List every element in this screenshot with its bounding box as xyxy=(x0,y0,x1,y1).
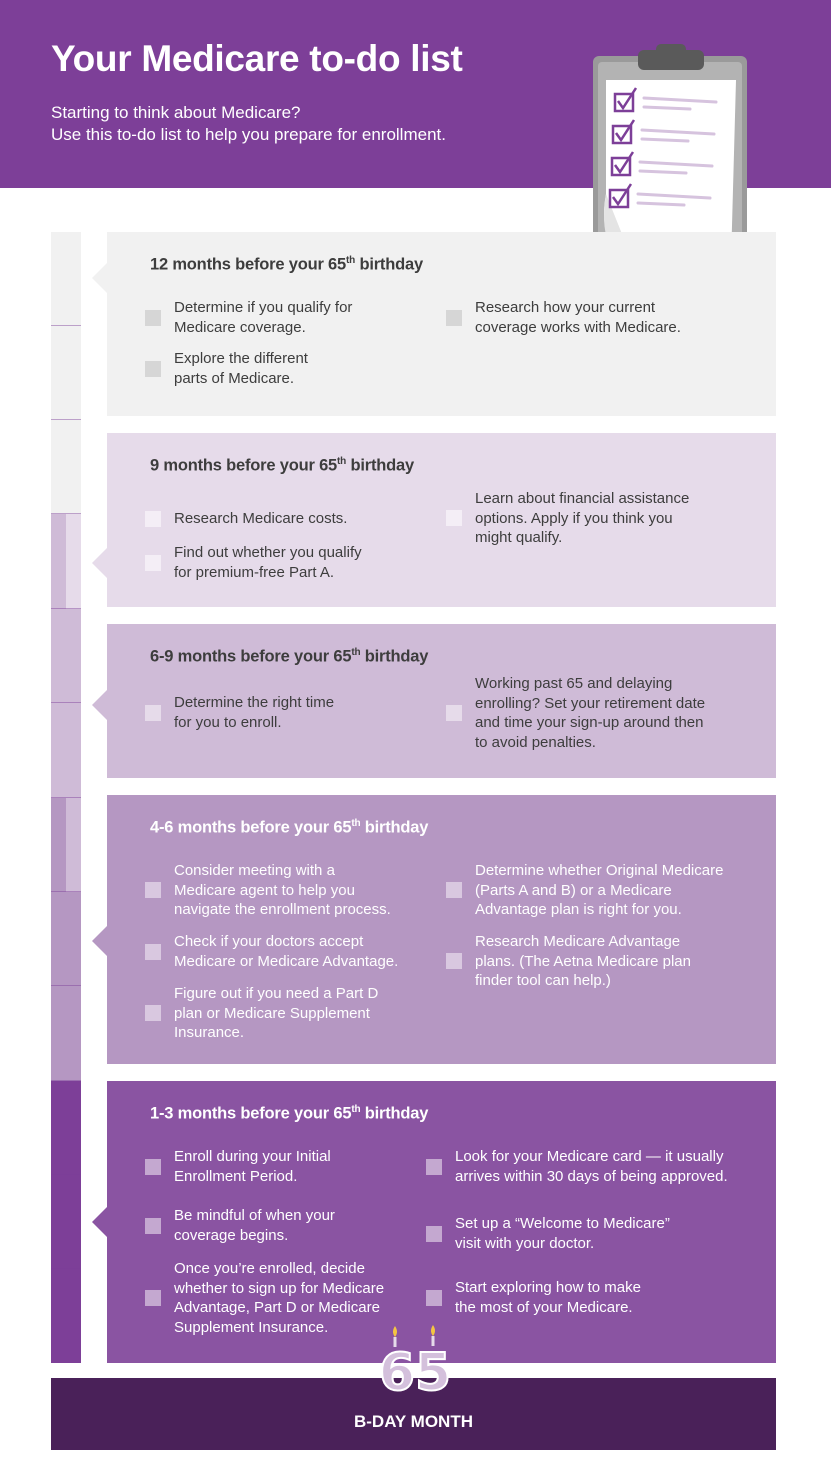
section-title-sup: th xyxy=(337,456,347,467)
section-9-months xyxy=(107,433,776,607)
section-6-9-months xyxy=(107,624,776,778)
section-title xyxy=(150,456,414,476)
section-title xyxy=(150,255,423,275)
todo-item-text: Determine whether Original Medicare (Parts A and B) or a Medicare Advantage plan is right for you. xyxy=(475,862,724,918)
checkbox-icon[interactable] xyxy=(426,1226,442,1242)
timeline-bar xyxy=(51,232,81,1363)
section-title-sup: th xyxy=(346,255,356,266)
todo-item-text: Working past 65 and delaying enrolling? Set your retirement date and time your sign-up around then to avoid penalties. xyxy=(475,675,706,751)
checkbox-icon[interactable] xyxy=(145,705,161,721)
todo-item[interactable] xyxy=(446,674,705,752)
todo-item[interactable] xyxy=(145,1147,331,1186)
timeline-month-segment xyxy=(51,1269,81,1363)
birthday-month-label: B-DAY MONTH xyxy=(353,1412,473,1431)
section-title-text: 4-6 months before your 65 xyxy=(150,818,352,837)
todo-item[interactable] xyxy=(426,1214,670,1253)
todo-item-text: Determine if you qualify for Medicare coverage. xyxy=(174,299,353,336)
section-title-text: 9 months before your 65 xyxy=(150,456,338,475)
timeline-pointer xyxy=(92,926,107,956)
section-title-suffix: birthday xyxy=(360,1104,429,1123)
todo-item-text: Be mindful of when your coverage begins. xyxy=(174,1207,335,1244)
todo-item-text: Figure out if you need a Part D plan or Medicare Supplement Insurance. xyxy=(174,985,379,1041)
todo-item[interactable] xyxy=(145,693,334,732)
section-title-suffix: birthday xyxy=(355,255,423,274)
checkbox-icon[interactable] xyxy=(145,1005,161,1021)
subtitle-text: Starting to think about Medicare? Use this to-do list to help you prepare for enrollment. xyxy=(51,103,446,144)
timeline-month-segment xyxy=(51,798,81,892)
todo-item[interactable] xyxy=(446,298,681,337)
checkbox-icon[interactable] xyxy=(145,511,161,527)
checkbox-icon[interactable] xyxy=(145,882,161,898)
timeline-pointer xyxy=(92,690,107,720)
todo-item[interactable] xyxy=(145,298,352,337)
todo-item[interactable] xyxy=(446,932,691,991)
todo-item-text: Start exploring how to make the most of your Medicare. xyxy=(455,1279,641,1316)
timeline-month-segment xyxy=(51,420,81,514)
todo-item-text: Look for your Medicare card — it usually arrives within 30 days of being approved. xyxy=(455,1148,728,1185)
timeline-month-segment xyxy=(51,703,81,798)
timeline-pointer xyxy=(92,548,107,578)
checkbox-icon[interactable] xyxy=(446,705,462,721)
section-title-text: 6-9 months before your 65 xyxy=(150,647,352,666)
timeline-month-segment xyxy=(51,232,81,326)
checkbox-icon[interactable] xyxy=(426,1290,442,1306)
todo-item[interactable] xyxy=(145,509,347,529)
todo-item-text: Find out whether you qualify for premium-free Part A. xyxy=(174,544,362,581)
section-title xyxy=(150,1104,428,1124)
section-title-sup: th xyxy=(351,818,361,829)
todo-item[interactable] xyxy=(145,861,391,920)
todo-item-text: Consider meeting with a Medicare agent to help you navigate the enrollment process. xyxy=(174,862,391,918)
section-title-suffix: birthday xyxy=(360,818,429,837)
checkbox-icon[interactable] xyxy=(426,1159,442,1175)
checkbox-icon[interactable] xyxy=(145,555,161,571)
checkbox-icon[interactable] xyxy=(145,1159,161,1175)
todo-item[interactable] xyxy=(145,349,308,388)
checkbox-icon[interactable] xyxy=(446,310,462,326)
todo-item-text: Research Medicare costs. xyxy=(174,510,348,527)
timeline-month-segment xyxy=(51,986,81,1081)
timeline-month-segment xyxy=(51,514,81,609)
section-title-text: 12 months before your 65 xyxy=(150,255,347,274)
checkbox-icon[interactable] xyxy=(145,1218,161,1234)
page-title: Your Medicare to-do list xyxy=(51,38,463,79)
timeline-month-segment xyxy=(51,609,81,703)
timeline-month-segment xyxy=(51,1081,81,1175)
todo-item-text: Research Medicare Advantage plans. (The Aetna Medicare plan finder tool can help.) xyxy=(475,933,691,989)
todo-item[interactable] xyxy=(426,1278,641,1317)
todo-item[interactable] xyxy=(145,543,362,582)
todo-item-text: Once you’re enrolled, decide whether to sign up for Medicare Advantage, Part D or Medicare Supplement Insurance. xyxy=(174,1260,385,1336)
timeline-pointer xyxy=(92,263,107,293)
todo-item-text: Determine the right time for you to enroll. xyxy=(174,694,335,731)
timeline-month-segment xyxy=(51,326,81,420)
timeline-pointer xyxy=(92,1207,107,1237)
todo-item-text: Explore the different parts of Medicare. xyxy=(174,350,308,387)
todo-item-text: Set up a “Welcome to Medicare” visit with your doctor. xyxy=(455,1215,670,1252)
section-title xyxy=(150,818,428,838)
todo-item[interactable] xyxy=(145,984,378,1043)
checkbox-icon[interactable] xyxy=(446,882,462,898)
section-title-suffix: birthday xyxy=(346,456,414,475)
checkbox-icon[interactable] xyxy=(145,1290,161,1306)
todo-item[interactable] xyxy=(145,1206,335,1245)
section-4-6-months xyxy=(107,795,776,1064)
todo-item-text: Research how your current coverage works with Medicare. xyxy=(475,299,681,336)
section-title-sup: th xyxy=(351,1104,361,1115)
checkbox-icon[interactable] xyxy=(446,953,462,969)
page-subtitle xyxy=(51,102,446,146)
section-1-3-months xyxy=(107,1081,776,1363)
age-number: 65 xyxy=(378,1343,452,1398)
checkbox-icon[interactable] xyxy=(145,361,161,377)
todo-item[interactable] xyxy=(145,1259,384,1337)
section-title-sup: th xyxy=(351,647,361,658)
section-12-months xyxy=(107,232,776,416)
todo-item-text: Enroll during your Initial Enrollment Period. xyxy=(174,1148,331,1185)
section-title-text: 1-3 months before your 65 xyxy=(150,1104,352,1123)
section-title xyxy=(150,647,428,667)
checkbox-icon[interactable] xyxy=(145,310,161,326)
todo-item[interactable] xyxy=(145,932,398,971)
checkbox-icon[interactable] xyxy=(145,944,161,960)
todo-item[interactable] xyxy=(426,1147,728,1186)
todo-item[interactable] xyxy=(446,489,689,548)
todo-item-text: Learn about financial assistance options. Apply if you think you might qualify. xyxy=(475,490,690,546)
checkbox-icon[interactable] xyxy=(446,510,462,526)
todo-item[interactable] xyxy=(446,861,723,920)
todo-item-text: Check if your doctors accept Medicare or Medicare Advantage. xyxy=(174,933,399,970)
birthday-candles-icon xyxy=(370,1322,460,1398)
section-title-suffix: birthday xyxy=(360,647,429,666)
timeline-month-segment xyxy=(51,892,81,986)
timeline-month-segment xyxy=(51,1175,81,1269)
